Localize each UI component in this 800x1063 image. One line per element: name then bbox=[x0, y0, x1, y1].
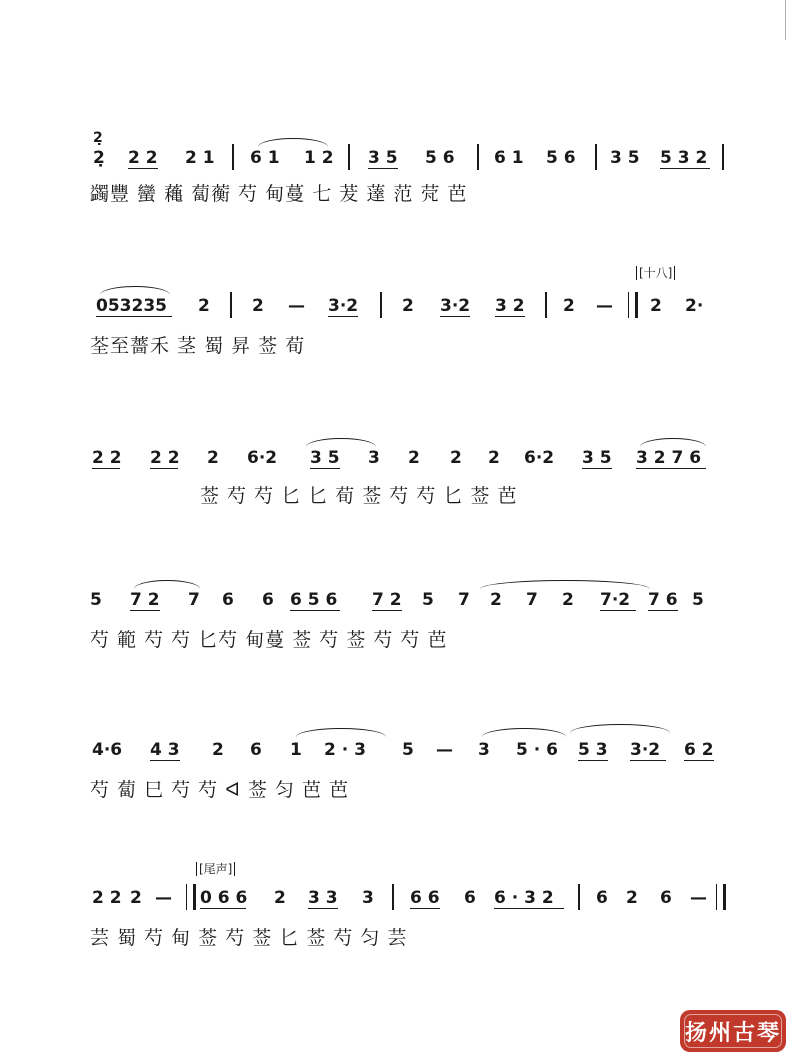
note-group: 2 bbox=[212, 740, 224, 760]
note-group: 5 6 bbox=[425, 148, 455, 168]
note-group: 3 bbox=[362, 888, 374, 908]
note-group: 2 bbox=[450, 448, 462, 468]
note-group: 2 2 bbox=[150, 448, 180, 468]
underline bbox=[630, 760, 666, 761]
watermark-text: 扬州古琴 bbox=[684, 1020, 781, 1046]
note-group: 2 bbox=[130, 888, 142, 908]
note-group: — bbox=[288, 296, 305, 316]
tablature-line: 芍 蔔 巳 芍 芍 ᐊ 莶 匀 芭 芭 bbox=[90, 779, 349, 801]
underline bbox=[310, 468, 340, 469]
note-group: 3 5 bbox=[582, 448, 612, 468]
barline bbox=[392, 884, 394, 910]
note-group: 3 5 bbox=[310, 448, 340, 468]
underline bbox=[372, 610, 402, 611]
page-edge bbox=[785, 0, 800, 40]
slur bbox=[570, 724, 670, 733]
underline bbox=[128, 168, 158, 169]
note-group: 6 6 bbox=[410, 888, 440, 908]
note-group: 2̣ bbox=[93, 148, 105, 168]
underline bbox=[150, 760, 180, 761]
slur bbox=[482, 728, 566, 737]
note-group: 5 · 6 bbox=[516, 740, 558, 760]
note-group: 053235 bbox=[96, 296, 167, 316]
note-group: 6 1 bbox=[250, 148, 280, 168]
slur bbox=[100, 286, 170, 295]
note-group: 5 6 bbox=[546, 148, 576, 168]
note-group: 3 bbox=[478, 740, 490, 760]
underline bbox=[92, 468, 120, 469]
note-group: 3·2 bbox=[440, 296, 471, 316]
barline bbox=[348, 144, 350, 170]
note-group: 5 bbox=[402, 740, 414, 760]
tablature-line: 蠲豐 蠻 蘒 蔔蘅 芍 甸蔓 七 茇 薘 范 䒮 芭 bbox=[90, 183, 468, 205]
watermark-logo bbox=[680, 1010, 786, 1052]
note-group: 2 1 bbox=[185, 148, 215, 168]
note-group: — bbox=[690, 888, 707, 908]
note-group: 6 bbox=[222, 590, 234, 610]
note-group: — bbox=[436, 740, 453, 760]
note-group: 7·2 bbox=[600, 590, 631, 610]
note-group: 0 6 6 bbox=[200, 888, 248, 908]
note-group: — bbox=[596, 296, 613, 316]
note-group: 3 5 bbox=[610, 148, 640, 168]
note-group: 6 bbox=[660, 888, 672, 908]
note-group: 7 bbox=[458, 590, 470, 610]
underline bbox=[636, 468, 706, 469]
note-group: 3 3 bbox=[308, 888, 338, 908]
tablature-line: 芸 蜀 芍 甸 莶 芍 莶 匕 莶 芍 匀 芸 bbox=[90, 927, 408, 949]
note-group: 6 bbox=[250, 740, 262, 760]
note-group: 3 bbox=[368, 448, 380, 468]
underline bbox=[600, 610, 636, 611]
note-group: 2 2 bbox=[128, 148, 158, 168]
note-group: 6·2 bbox=[247, 448, 278, 468]
note-group: 2 bbox=[650, 296, 662, 316]
slur bbox=[306, 438, 376, 447]
double-barline bbox=[628, 292, 638, 318]
note-group: 4·6 bbox=[92, 740, 123, 760]
note-group: 2 2 bbox=[92, 448, 122, 468]
slur bbox=[134, 580, 200, 589]
barline bbox=[722, 144, 724, 170]
barline bbox=[380, 292, 382, 318]
note-group: 6 bbox=[596, 888, 608, 908]
note-group: 6 5 6 bbox=[290, 590, 338, 610]
note-group: 7 bbox=[526, 590, 538, 610]
note-group: 2 bbox=[563, 296, 575, 316]
note-group: 2 2 bbox=[92, 888, 122, 908]
note-group: 6 · 3 2 bbox=[494, 888, 554, 908]
underline bbox=[130, 610, 160, 611]
slur bbox=[296, 728, 386, 737]
tablature-line: 荃至薔禾 茎 蜀 昇 莶 荀 bbox=[90, 335, 306, 357]
note-group: 1 bbox=[290, 740, 302, 760]
note-group: 7 bbox=[188, 590, 200, 610]
note-group: 2 bbox=[408, 448, 420, 468]
note-group: 2 bbox=[274, 888, 286, 908]
slur bbox=[258, 138, 328, 147]
underline bbox=[578, 760, 608, 761]
note-group: 2 bbox=[488, 448, 500, 468]
slur bbox=[480, 580, 650, 589]
section-marker: [十八] bbox=[636, 266, 675, 280]
underline bbox=[440, 316, 470, 317]
underline bbox=[410, 908, 440, 909]
barline bbox=[230, 292, 232, 318]
note-group: 2 bbox=[252, 296, 264, 316]
note-group: 3 2 7 6 bbox=[636, 448, 702, 468]
tablature-line: 莶 芍 芍 匕 匕 荀 莶 芍 芍 匕 莶 芭 bbox=[200, 485, 518, 507]
underline bbox=[494, 908, 564, 909]
note-group: 2 bbox=[490, 590, 502, 610]
note-group: 7 2 bbox=[372, 590, 402, 610]
section-marker: [尾声] bbox=[196, 862, 235, 876]
note-group: — bbox=[155, 888, 172, 908]
note-group: 5 3 bbox=[578, 740, 608, 760]
note-group: 6 1 bbox=[494, 148, 524, 168]
barline bbox=[232, 144, 234, 170]
barline bbox=[545, 292, 547, 318]
tablature-line: 芍 範 芍 芍 匕芍 甸蔓 莶 芍 莶 芍 芍 芭 bbox=[90, 629, 448, 651]
note-group: 2 bbox=[402, 296, 414, 316]
barline bbox=[578, 884, 580, 910]
note-group: 7 6 bbox=[648, 590, 678, 610]
note-group: 2 bbox=[562, 590, 574, 610]
note-group: 3 5 bbox=[368, 148, 398, 168]
note-group: 2 bbox=[626, 888, 638, 908]
note-group: 5 bbox=[692, 590, 704, 610]
double-barline bbox=[186, 884, 196, 910]
note-group: 7 2 bbox=[130, 590, 160, 610]
underline bbox=[328, 316, 358, 317]
underline bbox=[150, 468, 178, 469]
note-group: 4 3 bbox=[150, 740, 180, 760]
note-group: 3·2 bbox=[328, 296, 359, 316]
note-group: 2· bbox=[685, 296, 704, 316]
note-group: 3 2 bbox=[495, 296, 525, 316]
underline bbox=[200, 908, 246, 909]
underline bbox=[368, 168, 398, 169]
note-group: 1 2 bbox=[304, 148, 334, 168]
key-top: 2̣ bbox=[93, 130, 103, 146]
note-group: 5 3 2 bbox=[660, 148, 708, 168]
note-group: 5 bbox=[422, 590, 434, 610]
note-group: 6 bbox=[262, 590, 274, 610]
note-group: 2 bbox=[207, 448, 219, 468]
note-group: 3·2 bbox=[630, 740, 661, 760]
note-group: 2 · 3 bbox=[324, 740, 366, 760]
underline bbox=[495, 316, 525, 317]
note-group: 6 2 bbox=[684, 740, 714, 760]
underline bbox=[684, 760, 714, 761]
note-group: 5 bbox=[90, 590, 102, 610]
slur bbox=[640, 438, 706, 447]
barline bbox=[595, 144, 597, 170]
barline bbox=[477, 144, 479, 170]
note-group: 6 bbox=[464, 888, 476, 908]
note-group: 2 bbox=[198, 296, 210, 316]
underline bbox=[308, 908, 338, 909]
note-group: 6·2 bbox=[524, 448, 555, 468]
underline bbox=[660, 168, 710, 169]
underline bbox=[290, 610, 340, 611]
underline bbox=[96, 316, 172, 317]
underline bbox=[582, 468, 612, 469]
double-barline bbox=[716, 884, 726, 910]
underline bbox=[648, 610, 678, 611]
